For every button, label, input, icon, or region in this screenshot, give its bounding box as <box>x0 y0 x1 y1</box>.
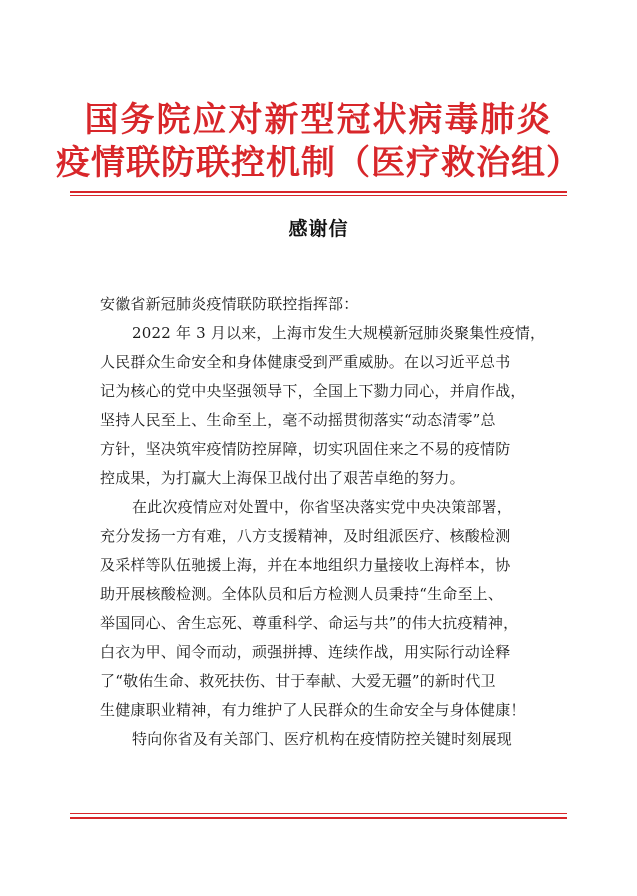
paragraph-2-line: 及采样等队伍驰援上海，并在本地组织力量接收上海样本，协 <box>100 556 511 574</box>
paragraph-2-line: 举国同心、舍生忘死、尊重科学、命运与共”的伟大抗疫精神， <box>100 614 519 632</box>
salutation: 安徽省新冠肺炎疫情联防联控指挥部： <box>100 295 359 313</box>
paragraph-1-line: 坚持人民至上、生命至上，毫不动摇贯彻落实“动态清零”总 <box>100 411 496 429</box>
paragraph-2-line: 助开展核酸检测。全体队员和后方检测人员秉持“生命至上、 <box>100 585 504 603</box>
header-divider-thin <box>70 195 567 196</box>
paragraph-2-line: 生健康职业精神，有力维护了人民群众的生命安全与身体健康！ <box>100 701 526 719</box>
paragraph-1-line: 控成果，为打赢大上海保卫战付出了艰苦卓绝的努力。 <box>100 469 465 487</box>
issuer-header-line-2: 疫情联防联控机制（医疗救治组） <box>56 143 581 183</box>
paragraph-1-line: 方针，坚决筑牢疫情防控屏障，切实巩固住来之不易的疫情防 <box>100 440 511 458</box>
footer-divider-thick <box>70 817 567 819</box>
document-title: 感谢信 <box>288 218 349 240</box>
paragraph-2-line: 了“敬佑生命、救死扶伤、甘于奉献、大爱无疆”的新时代卫 <box>100 672 496 690</box>
paragraph-2-line: 充分发扬一方有难，八方支援精神，及时组派医疗、核酸检测 <box>100 527 511 545</box>
paragraph-1-line: 2022 年 3 月以来，上海市发生大规模新冠肺炎聚集性疫情， <box>132 324 546 342</box>
header-divider-thick <box>70 191 567 193</box>
issuer-header-line-1: 国务院应对新型冠状病毒肺炎 <box>84 100 553 140</box>
paragraph-2-line: 白衣为甲、闻令而动，顽强拼搏、连续作战，用实际行动诠释 <box>100 643 511 661</box>
paragraph-3-line: 特向你省及有关部门、医疗机构在疫情防控关键时刻展现 <box>132 730 513 748</box>
footer-divider-thin <box>70 813 567 814</box>
paragraph-1-line: 记为核心的党中央坚强领导下，全国上下勠力同心，并肩作战， <box>100 382 526 400</box>
letter-body <box>100 290 562 754</box>
paragraph-1-line: 人民群众生命安全和身体健康受到严重威胁。在以习近平总书 <box>100 353 511 371</box>
paragraph-2-line: 在此次疫情应对处置中，你省坚决落实党中央决策部署， <box>132 498 513 516</box>
